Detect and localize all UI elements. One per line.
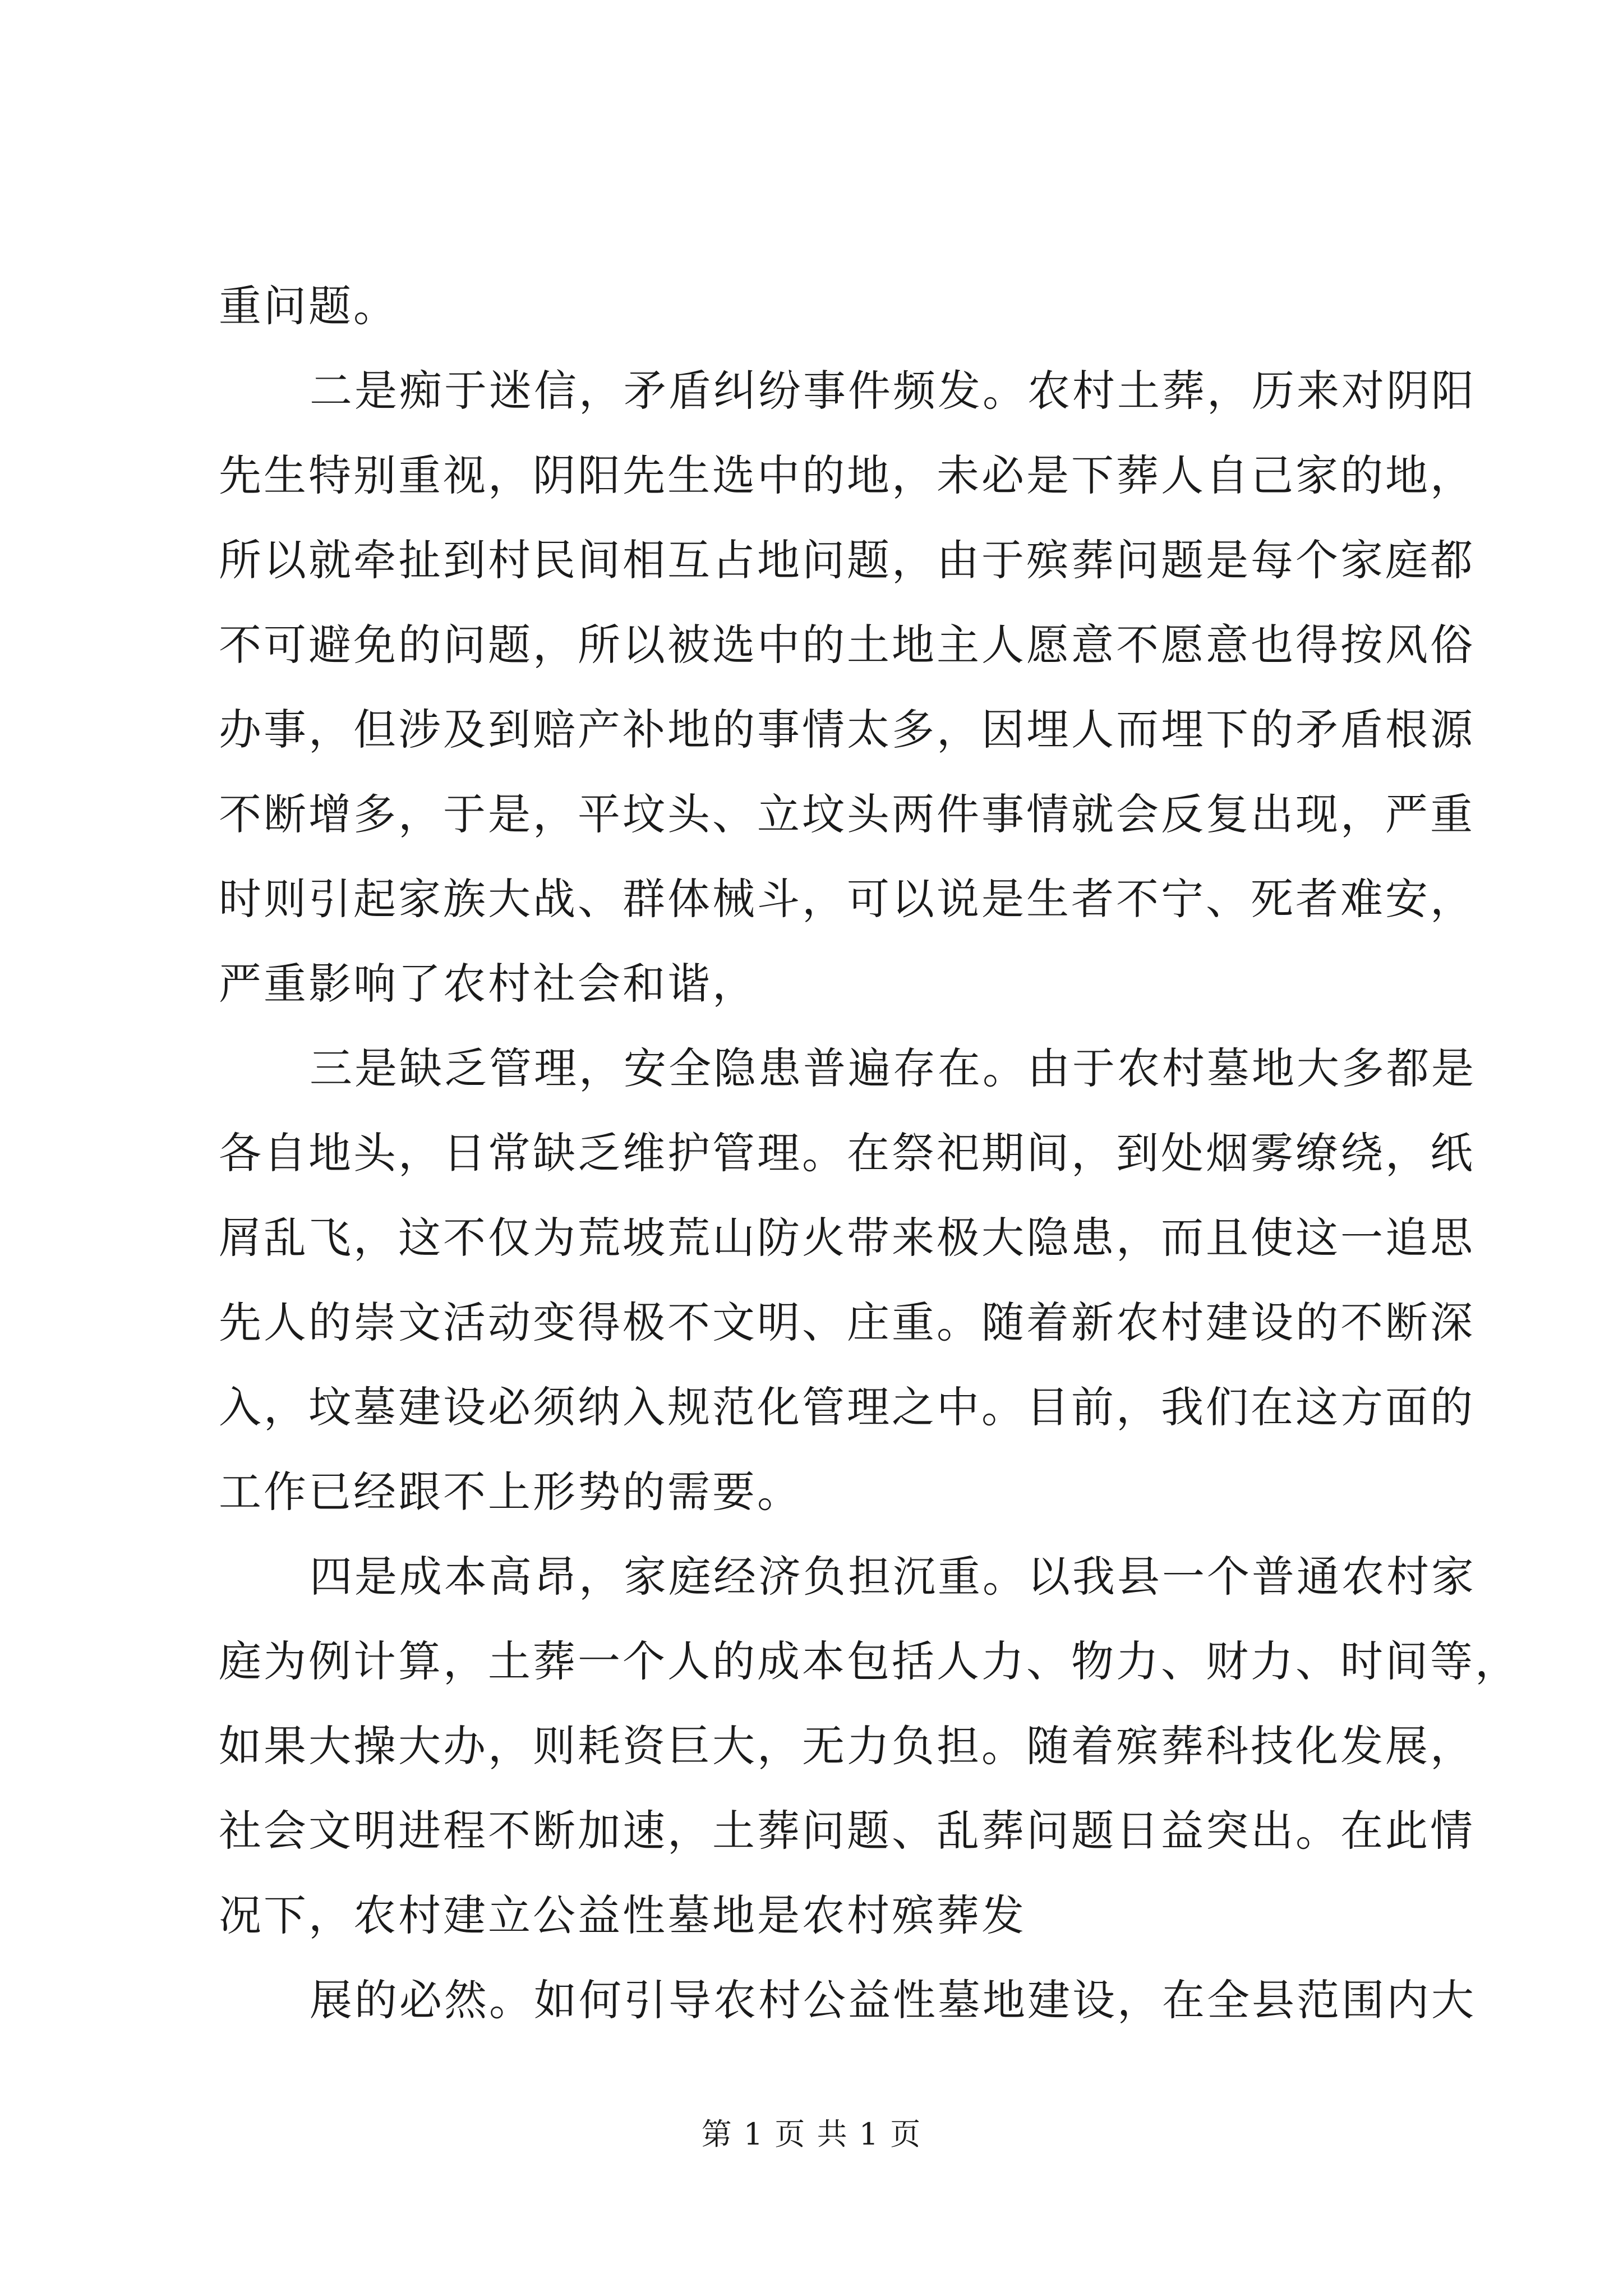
paragraph-start-line: 三是缺乏管理，安全隐患普遍存在。由于农村墓地大多都是 (310, 1043, 1476, 1093)
text-line: 庭为例计算，土葬一个人的成本包括人力、物力、财力、时间等， (219, 1636, 1520, 1686)
text-line: 先人的崇文活动变得极不文明、庄重。随着新农村建设的不断深 (219, 1297, 1475, 1347)
text-line: 所以就牵扯到村民间相互占地问题，由于殡葬问题是每个家庭都 (219, 535, 1475, 585)
paragraph-start-line: 四是成本高昂，家庭经济负担沉重。以我县一个普通农村家 (310, 1552, 1476, 1602)
text-line: 如果大操大办，则耗资巨大，无力负担。随着殡葬科技化发展， (219, 1721, 1475, 1771)
text-line: 严重影响了农村社会和谐， (219, 959, 757, 1009)
text-line: 先生特别重视，阴阳先生选中的地，未必是下葬人自己家的地， (219, 450, 1475, 500)
text-line: 不可避免的问题，所以被选中的土地主人愿意不愿意也得按风俗 (219, 620, 1475, 670)
text-line: 不断增多，于是，平坟头、立坟头两件事情就会反复出现，严重 (219, 789, 1475, 839)
text-line: 社会文明进程不断加速，土葬问题、乱葬问题日益突出。在此情 (219, 1806, 1475, 1856)
text-line: 重问题。 (219, 281, 398, 331)
paragraph-start-line: 二是痴于迷信，矛盾纠纷事件频发。农村土葬，历来对阴阳 (310, 366, 1476, 416)
text-line: 况下，农村建立公益性墓地是农村殡葬发 (219, 1890, 1026, 1940)
text-line: 工作已经跟不上形势的需要。 (219, 1467, 802, 1517)
document-body (219, 264, 1520, 2042)
text-line: 入，坟墓建设必须纳入规范化管理之中。目前，我们在这方面的 (219, 1382, 1475, 1432)
text-line: 时则引起家族大战、群体械斗，可以说是生者不宁、死者难安， (219, 874, 1475, 924)
page-footer: 第 1 页 共 1 页 (701, 2116, 922, 2152)
text-line: 办事，但涉及到赔产补地的事情太多，因埋人而埋下的矛盾根源 (219, 705, 1475, 754)
paragraph-start-line: 展的必然。如何引导农村公益性墓地建设，在全县范围内大 (310, 1975, 1476, 2025)
text-line: 屑乱飞，这不仅为荒坡荒山防火带来极大隐患，而且使这一追思 (219, 1213, 1475, 1263)
text-line: 各自地头，日常缺乏维护管理。在祭祀期间，到处烟雾缭绕，纸 (219, 1128, 1475, 1178)
